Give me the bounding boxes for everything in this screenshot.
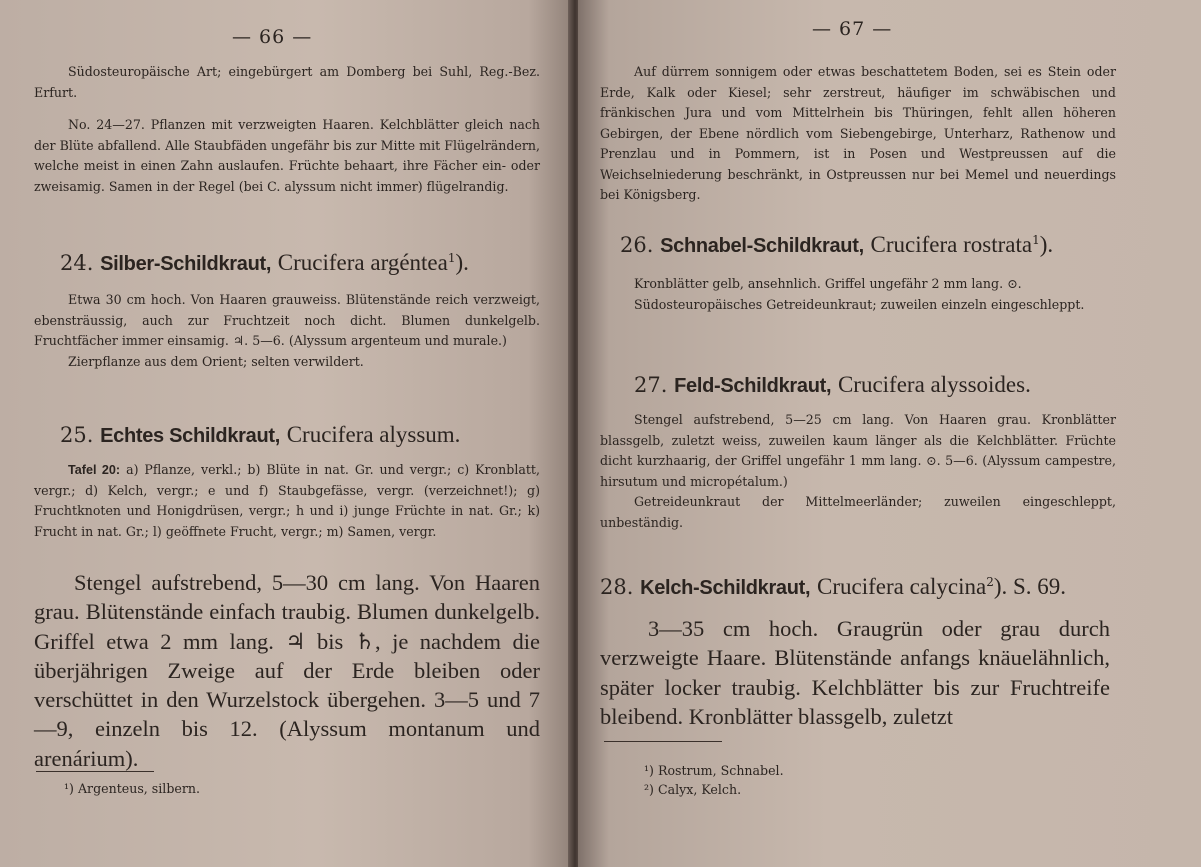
entry-24-description (34, 290, 540, 372)
footnote-2: ²) Calyx, Kelch. (644, 782, 742, 797)
footnote-mark: 2 (986, 575, 994, 589)
entry-26-heading (620, 232, 1053, 258)
entry-name: Echtes Schildkraut, (100, 425, 281, 447)
entry-heading-end: ). (1039, 232, 1054, 257)
footnote-rule (36, 771, 154, 772)
intro-text (600, 62, 1116, 206)
footnote-mark: 1 (1032, 233, 1040, 247)
footnote-1: ¹) Rostrum, Schnabel. (644, 763, 784, 778)
entry-27-description (600, 410, 1116, 533)
footnote-rule (604, 741, 722, 742)
entry-number: 25. (60, 423, 94, 447)
intro-text (34, 62, 540, 197)
entry-25-tafel (34, 460, 540, 542)
entry-26-description (600, 274, 1116, 315)
intro-paragraph-1: Südosteuropäische Art; eingebürgert am Domberg bei Suhl, Reg.-Bez. Erfurt. (34, 64, 540, 100)
entry-27-desc-2: Getreideunkraut der Mittelmeerländer; zuweilen eingeschleppt, unbeständig. (600, 494, 1116, 530)
entry-number: 24. (60, 251, 94, 275)
footnote: ¹) Argenteus, silbern. (64, 781, 200, 796)
page-number: — 67 — (812, 18, 893, 40)
entry-24-desc-2: Zierpflanze aus dem Orient; selten verwildert. (68, 353, 364, 369)
intro-paragraph: Auf dürrem sonnigem oder etwas beschattetem Boden, sei es Stein oder Erde, Kalk oder Kiesel; sehr zerstreut, häufiger im schwäbischen und fränkischen Jura und vom Mittelrhein bis Thüringen, fehlt allen höheren Gebirgen, der Ebene nördlich vom Siebengebirge, Unterharz, Rathenow und Prenzlau und in Pommern, ist in Posen und Westpreussen auf die Weichselniederung beschränkt, in Ostpreussen nur bei Memel und neuerdings bei Königsberg. (600, 64, 1116, 202)
entry-heading-end: ). (455, 250, 469, 275)
entry-25-body-text: Stengel aufstrebend, 5—30 cm lang. Von Haaren grau. Blütenstände einfach traubig. Blumen dunkelgelb. Griffel etwa 2 mm lang. ♃ bis ♄, je nachdem die überjährigen Zweige auf der Erde bleiben oder verschüttet in den Wurzelstock übergehen. 3—5 und 7—9, einzeln bis 12. (Alyssum montanum und arenárium). (34, 570, 540, 771)
entry-number: 28. (600, 575, 634, 599)
entry-24-heading (60, 250, 469, 276)
page-number: — 66 — (232, 26, 313, 48)
entry-number: 27. (634, 373, 668, 397)
tafel-label: Tafel 20: (68, 463, 121, 477)
entry-latin: Crucifera alyssum. (286, 422, 461, 447)
entry-latin: Crucifera argéntea (277, 250, 448, 275)
entry-name: Kelch-Schildkraut, (640, 577, 811, 599)
entry-latin: Crucifera calycina (816, 574, 987, 599)
entry-27-desc-1: Stengel aufstrebend, 5—25 cm lang. Von Haaren grau. Kronblätter blassgelb, zuletzt weiss, zuweilen kaum länger als die Kelchblätter. Früchte dicht kurzhaarig, der Griffel ungefähr 1 mm lang. ⊙. 5—6. (Alyssum campestre, hirsutum und micropétalum.) (600, 412, 1116, 489)
entry-28-body-text: 3—35 cm hoch. Graugrün oder grau durch verzweigte Haare. Blütenstände anfangs knäuelähnlich, später locker traubig. Kelchblätter bis zur Fruchtreife bleibend. Kronblätter blassgelb, zuletzt (600, 616, 1110, 729)
entry-name: Feld-Schildkraut, (674, 375, 832, 397)
entry-28-heading (600, 574, 1066, 600)
entry-26-desc-1: Kronblätter gelb, ansehnlich. Griffel ungefähr 2 mm lang. ⊙. (634, 276, 1022, 291)
entry-25-body (34, 568, 540, 773)
tafel-text: a) Pflanze, verkl.; b) Blüte in nat. Gr. und vergr.; c) Kronblatt, vergr.; d) Kelch, vergr.; e und f) Staubgefässe, vergr. (verzeichnet!); g) Fruchtknoten und Honigdrüsen, vergr.; h und i) junge Früchte in nat. Gr.; k) Frucht in nat. Gr.; l) geöffnete Frucht, vergr.; m) Samen, vergr. (34, 462, 540, 539)
entry-heading-end: ). S. 69. (993, 574, 1067, 599)
entry-26-desc-2: Südosteuropäisches Getreideunkraut; zuweilen einzeln eingeschleppt. (634, 296, 1085, 312)
left-page (0, 0, 574, 867)
entry-28-body (600, 614, 1110, 731)
entry-25-heading (60, 422, 460, 448)
entry-name: Schnabel-Schildkraut, (660, 235, 864, 257)
intro-paragraph-2: No. 24—27. Pflanzen mit verzweigten Haaren. Kelchblätter gleich nach der Blüte abfallend. Alle Staubfäden ungefähr bis zur Mitte mit Flügelrändern, welche meist in einen Zahn auslaufen. Früchte behaart, ihre Fächer ein- oder zweisamig. Samen in der Regel (bei C. alyssum nicht immer) flügelrandig. (34, 117, 540, 194)
entry-number: 26. (620, 233, 654, 257)
entry-name: Silber-Schildkraut, (100, 253, 272, 275)
entry-24-desc-1: Etwa 30 cm hoch. Von Haaren grauweiss. Blütenstände reich verzweigt, ebensträussig, auch zur Fruchtzeit noch dicht. Blumen dunkelgelb. Fruchtfächer immer einsamig. ♃. 5—6. (Alyssum argenteum und murale.) (34, 292, 540, 348)
right-page (578, 0, 1201, 867)
footnote-mark: 1 (447, 251, 456, 265)
entry-27-heading (634, 372, 1031, 398)
entry-latin: Crucifera alyssoides. (837, 372, 1031, 397)
entry-latin: Crucifera rostrata (870, 232, 1033, 257)
